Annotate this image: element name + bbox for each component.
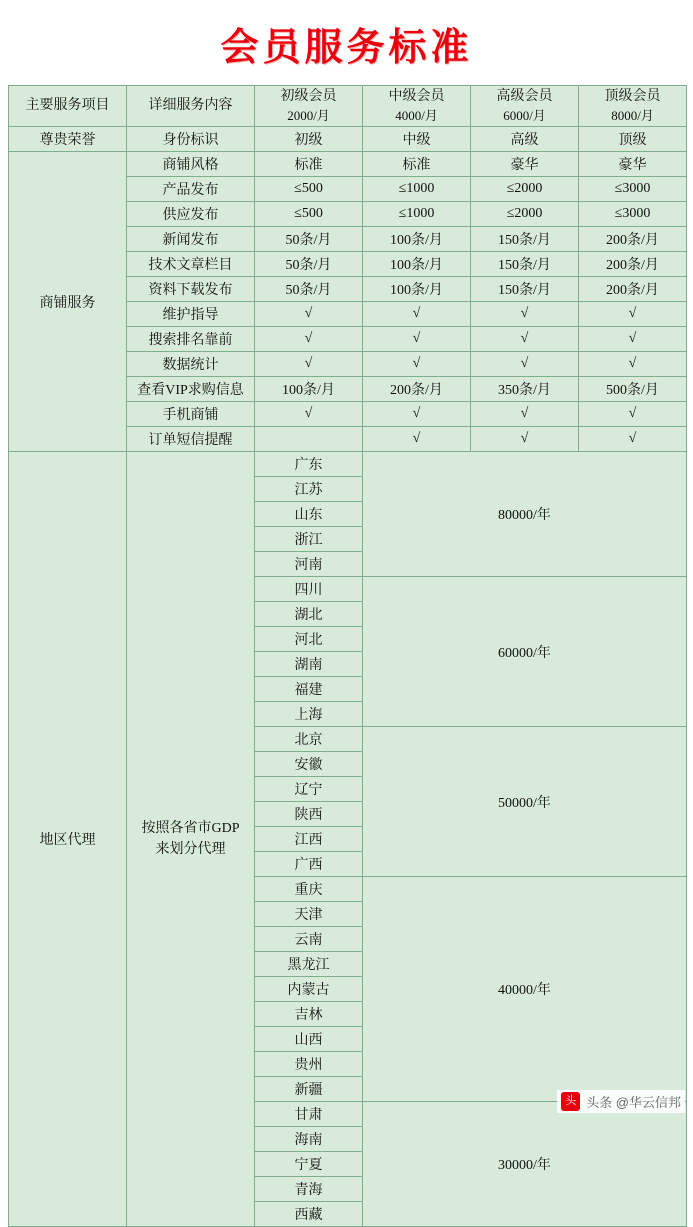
- province-name: 江苏: [255, 477, 363, 502]
- header-label-5: 顶级会员: [604, 89, 661, 104]
- watermark-text: 头条 @华云信邦: [586, 1095, 681, 1110]
- province-name: 内蒙古: [255, 977, 363, 1002]
- row-value-cell: 100条/月: [363, 227, 471, 252]
- region-desc-line-1: 按照各省市GDP: [141, 821, 240, 837]
- province-name: 山西: [255, 1027, 363, 1052]
- row-value-cell: 150条/月: [471, 252, 579, 277]
- row-value-cell: 豪华: [579, 152, 687, 177]
- row-value-cell: 200条/月: [363, 377, 471, 402]
- row-item-label: 维护指导: [127, 302, 255, 327]
- province-name: 河南: [255, 552, 363, 577]
- row-value-cell: √: [363, 352, 471, 377]
- row-item-label: 商铺风格: [127, 152, 255, 177]
- province-name: 浙江: [255, 527, 363, 552]
- row-value-cell: 中级: [363, 127, 471, 152]
- region-price: 60000/年: [363, 577, 687, 727]
- header-sub-5: 8000/月: [611, 107, 654, 123]
- province-name: 辽宁: [255, 777, 363, 802]
- table-row: [9, 152, 687, 177]
- row-item-label: 身份标识: [127, 127, 255, 152]
- province-name: 福建: [255, 677, 363, 702]
- membership-service-table: [8, 85, 687, 1227]
- row-item-label: 技术文章栏目: [127, 252, 255, 277]
- row-value-cell: 豪华: [471, 152, 579, 177]
- region-price: 40000/年: [363, 877, 687, 1102]
- province-name: 陕西: [255, 802, 363, 827]
- row-value-cell: √: [471, 302, 579, 327]
- row-value-cell: √: [471, 402, 579, 427]
- header-label-4: 高级会员: [496, 89, 553, 104]
- row-value-cell: 100条/月: [255, 377, 363, 402]
- province-name: 安徽: [255, 752, 363, 777]
- province-name: 吉林: [255, 1002, 363, 1027]
- row-value-cell: 初级: [255, 127, 363, 152]
- province-name: 上海: [255, 702, 363, 727]
- row-value-cell: ≤1000: [363, 177, 471, 202]
- row-value-cell: √: [363, 327, 471, 352]
- row-value-cell: √: [579, 302, 687, 327]
- row-value-cell: 50条/月: [255, 227, 363, 252]
- row-value-cell: ≤2000: [471, 177, 579, 202]
- header-cell-0: [9, 86, 127, 127]
- page-title: 会员服务标准: [220, 27, 473, 69]
- row-value-cell: ≤2000: [471, 202, 579, 227]
- province-name: 四川: [255, 577, 363, 602]
- row-group-label: 商铺服务: [9, 152, 127, 452]
- table-header: [9, 86, 687, 127]
- header-label-2: 初级会员: [280, 89, 337, 104]
- province-name: 宁夏: [255, 1152, 363, 1177]
- row-value-cell: √: [363, 402, 471, 427]
- region-row: [9, 452, 687, 477]
- row-value-cell: 350条/月: [471, 377, 579, 402]
- province-name: 甘肃: [255, 1102, 363, 1127]
- header-cell-3: [363, 86, 471, 127]
- province-name: 湖北: [255, 602, 363, 627]
- province-name: 海南: [255, 1127, 363, 1152]
- row-value-cell: ≤500: [255, 177, 363, 202]
- table-body: [9, 127, 687, 1227]
- header-cell-5: [579, 86, 687, 127]
- province-name: 云南: [255, 927, 363, 952]
- row-value-cell: √: [579, 427, 687, 452]
- row-value-cell: ≤3000: [579, 202, 687, 227]
- row-item-label: 手机商铺: [127, 402, 255, 427]
- province-name: 西藏: [255, 1202, 363, 1227]
- header-row: [9, 86, 687, 127]
- region-price: 30000/年: [363, 1102, 687, 1227]
- province-name: 广西: [255, 852, 363, 877]
- province-name: 天津: [255, 902, 363, 927]
- region-group-label: 地区代理: [9, 452, 127, 1227]
- row-value-cell: 200条/月: [579, 227, 687, 252]
- row-item-label: 订单短信提醒: [127, 427, 255, 452]
- row-value-cell: 150条/月: [471, 227, 579, 252]
- header-cell-2: [255, 86, 363, 127]
- province-name: 河北: [255, 627, 363, 652]
- row-value-cell: √: [255, 302, 363, 327]
- header-label-1: 详细服务内容: [148, 97, 233, 113]
- row-value-cell: √: [579, 327, 687, 352]
- province-name: 北京: [255, 727, 363, 752]
- header-sub-4: 6000/月: [503, 107, 546, 123]
- header-label-0: 主要服务项目: [25, 97, 110, 113]
- region-desc-line-2: 来划分代理: [155, 842, 226, 858]
- province-name: 重庆: [255, 877, 363, 902]
- region-description: [127, 452, 255, 1227]
- row-value-cell: √: [471, 327, 579, 352]
- row-item-label: 供应发布: [127, 202, 255, 227]
- province-name: 广东: [255, 452, 363, 477]
- province-name: 湖南: [255, 652, 363, 677]
- row-value-cell: ≤500: [255, 202, 363, 227]
- region-price: 80000/年: [363, 452, 687, 577]
- row-value-cell: 标准: [255, 152, 363, 177]
- row-value-cell: 50条/月: [255, 277, 363, 302]
- row-value-cell: √: [363, 427, 471, 452]
- province-name: 黑龙江: [255, 952, 363, 977]
- watermark: [557, 1090, 685, 1113]
- row-value-cell: √: [255, 327, 363, 352]
- row-value-cell: 高级: [471, 127, 579, 152]
- toutiao-logo-icon: 头: [561, 1092, 580, 1111]
- province-name: 江西: [255, 827, 363, 852]
- row-value-cell: 200条/月: [579, 277, 687, 302]
- row-item-label: 数据统计: [127, 352, 255, 377]
- row-item-label: 搜索排名靠前: [127, 327, 255, 352]
- row-value-cell: 100条/月: [363, 277, 471, 302]
- header-cell-4: [471, 86, 579, 127]
- province-name: 新疆: [255, 1077, 363, 1102]
- row-item-label: 查看VIP求购信息: [127, 377, 255, 402]
- row-value-cell: 标准: [363, 152, 471, 177]
- row-item-label: 新闻发布: [127, 227, 255, 252]
- row-group-label: 尊贵荣誉: [9, 127, 127, 152]
- row-value-cell: √: [255, 352, 363, 377]
- row-value-cell: ≤3000: [579, 177, 687, 202]
- row-value-cell: √: [255, 402, 363, 427]
- row-value-cell: 顶级: [579, 127, 687, 152]
- row-value-cell: √: [471, 352, 579, 377]
- row-value-cell: 500条/月: [579, 377, 687, 402]
- row-value-cell: √: [579, 402, 687, 427]
- province-name: 山东: [255, 502, 363, 527]
- province-name: 青海: [255, 1177, 363, 1202]
- row-value-cell: [255, 427, 363, 452]
- row-value-cell: 150条/月: [471, 277, 579, 302]
- header-label-3: 中级会员: [388, 89, 445, 104]
- province-name: 贵州: [255, 1052, 363, 1077]
- row-value-cell: 100条/月: [363, 252, 471, 277]
- row-value-cell: √: [363, 302, 471, 327]
- row-value-cell: 50条/月: [255, 252, 363, 277]
- row-value-cell: 200条/月: [579, 252, 687, 277]
- row-value-cell: √: [579, 352, 687, 377]
- row-value-cell: √: [471, 427, 579, 452]
- header-sub-2: 2000/月: [287, 107, 330, 123]
- header-cell-1: [127, 86, 255, 127]
- header-sub-3: 4000/月: [395, 107, 438, 123]
- row-item-label: 产品发布: [127, 177, 255, 202]
- row-value-cell: ≤1000: [363, 202, 471, 227]
- row-item-label: 资料下载发布: [127, 277, 255, 302]
- region-price: 50000/年: [363, 727, 687, 877]
- table-row: [9, 127, 687, 152]
